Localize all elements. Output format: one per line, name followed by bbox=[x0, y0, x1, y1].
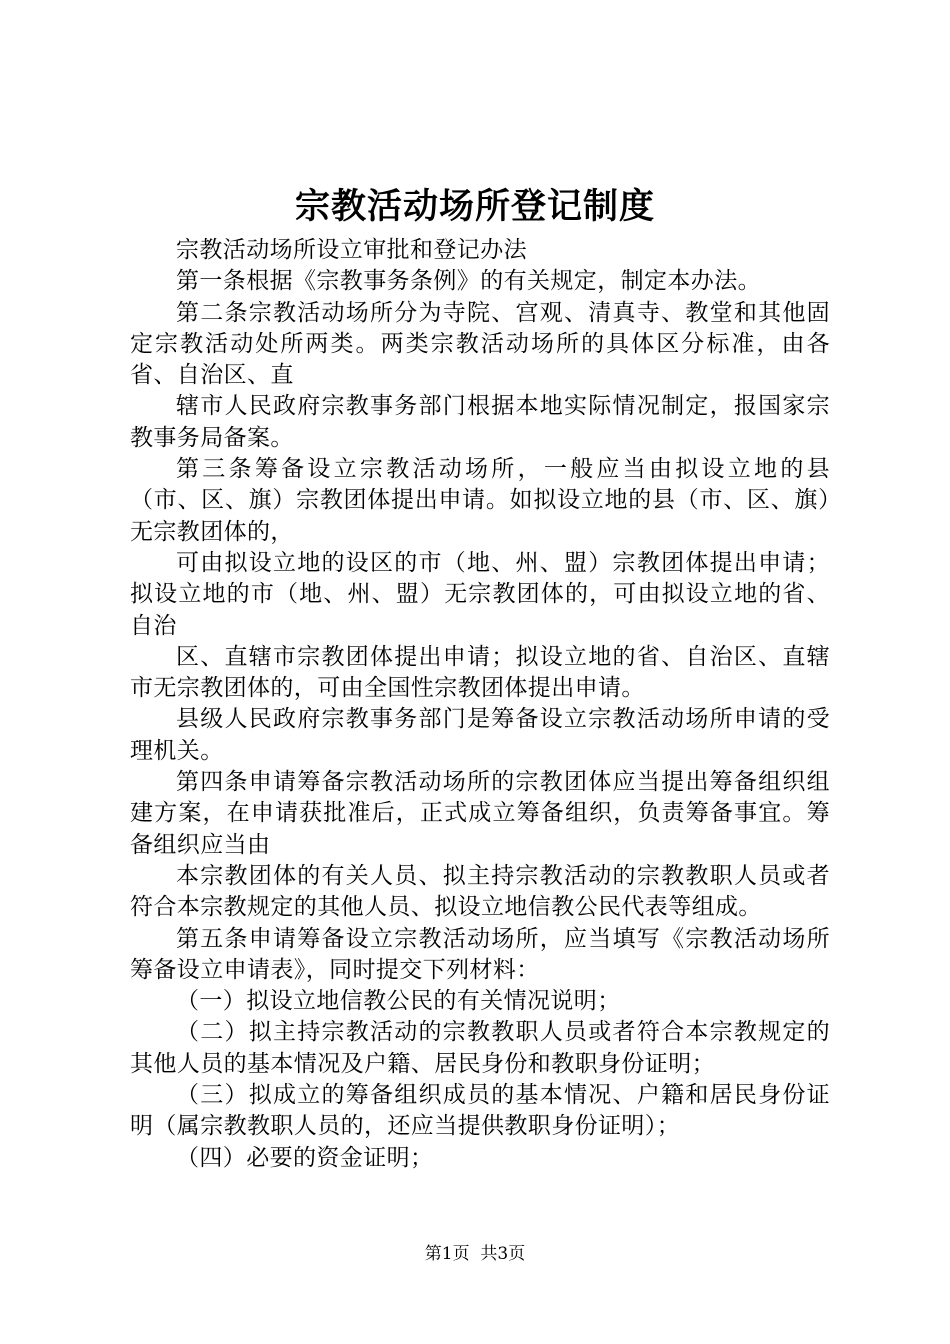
paragraph: （四）必要的资金证明； bbox=[176, 1144, 434, 1171]
paragraph: 第四条申请筹备宗教活动场所的宗教团体应当提出筹备组织组建方案，在申请获批准后，正式成立筹备组织，负责筹备事宜。筹备组织应当由 bbox=[130, 769, 830, 858]
paragraph: （三）拟成立的筹备组织成员的基本情况、户籍和居民身份证明（属宗教教职人员的，还应当提供教职身份证明）； bbox=[130, 1082, 830, 1140]
paragraph: 可由拟设立地的设区的市（地、州、盟）宗教团体提出申请；拟设立地的市（地、州、盟）无宗教团体的，可由拟设立地的省、自治 bbox=[130, 549, 830, 639]
paragraph: 第三条筹备设立宗教活动场所，一般应当由拟设立地的县（市、区、旗）宗教团体提出申请。如拟设立地的县（市、区、旗）无宗教团体的， bbox=[130, 456, 830, 545]
page-total: 共3页 bbox=[480, 1244, 526, 1264]
page-footer bbox=[0, 1243, 950, 1265]
paragraph: 第五条申请筹备设立宗教活动场所，应当填写《宗教活动场所筹备设立申请表》，同时提交下列材料： bbox=[130, 925, 830, 983]
paragraph: 辖市人民政府宗教事务部门根据本地实际情况制定，报国家宗教事务局备案。 bbox=[130, 393, 830, 451]
paragraph: （二）拟主持宗教活动的宗教教职人员或者符合本宗教规定的其他人员的基本情况及户籍、居民身份和教职身份证明； bbox=[130, 1019, 830, 1077]
paragraph: 县级人民政府宗教事务部门是筹备设立宗教活动场所申请的受理机关。 bbox=[130, 706, 830, 764]
paragraph: （一）拟设立地信教公民的有关情况说明； bbox=[176, 988, 621, 1015]
page-number: 第1页 bbox=[424, 1244, 470, 1264]
paragraph: 第一条根据《宗教事务条例》的有关规定，制定本办法。 bbox=[176, 268, 761, 295]
paragraph: 第二条宗教活动场所分为寺院、宫观、清真寺、教堂和其他固定宗教活动处所两类。两类宗教活动场所的具体区分标准，由各省、自治区、直 bbox=[130, 299, 830, 389]
document-title: 宗教活动场所登记制度 bbox=[294, 186, 655, 227]
paragraph: 宗教活动场所设立审批和登记办法 bbox=[176, 237, 527, 263]
document-body bbox=[130, 235, 830, 1174]
paragraph: 本宗教团体的有关人员、拟主持宗教活动的宗教教职人员或者符合本宗教规定的其他人员、拟设立地信教公民代表等组成。 bbox=[130, 862, 830, 921]
paragraph: 区、直辖市宗教团体提出申请；拟设立地的省、自治区、直辖市无宗教团体的，可由全国性宗教团体提出申请。 bbox=[130, 643, 830, 702]
